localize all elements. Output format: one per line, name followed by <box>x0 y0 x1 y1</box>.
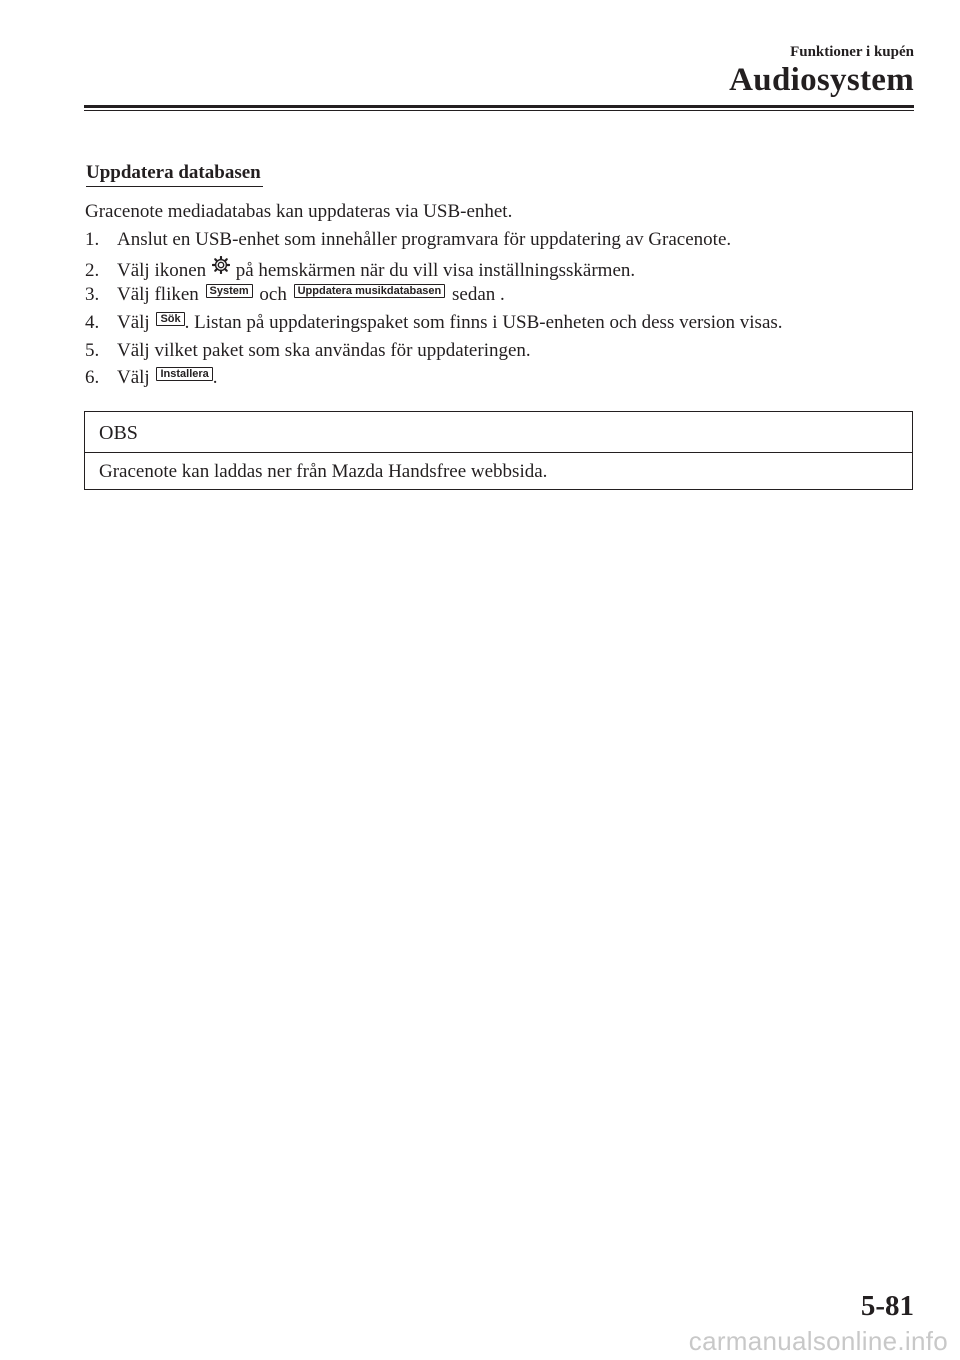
update-music-database-button: Uppdatera musikdatabasen <box>294 284 446 298</box>
step-number: 4. <box>85 312 100 333</box>
step-text: Anslut en USB-enhet som innehåller programvara för uppdatering av Gracenote. <box>117 229 732 250</box>
step-text-rest: . Listan på uppdateringspaket som finns i USB-enheten och dess version visas. <box>184 312 783 333</box>
section-heading: Uppdatera databasen <box>86 162 263 187</box>
step-text: Välj ikonen <box>117 260 207 281</box>
install-button: Installera <box>156 367 212 381</box>
intro-text: Gracenote mediadatabas kan uppdateras via USB-enhet. <box>85 201 513 222</box>
step-6 <box>85 367 218 389</box>
page-number: 5-81 <box>860 1290 914 1322</box>
header-rule-thin <box>84 110 914 111</box>
step-number: 5. <box>85 340 100 361</box>
step-text: Välj fliken <box>117 284 199 305</box>
note-title: OBS <box>99 422 138 444</box>
step-text: Välj vilket paket som ska användas för uppdateringen. <box>117 340 531 361</box>
step-text-mid: och <box>259 284 287 305</box>
step-number: 2. <box>85 260 100 281</box>
step-text: Välj <box>117 312 150 333</box>
step-1 <box>85 229 731 251</box>
note-box <box>84 411 913 490</box>
step-3 <box>85 284 505 306</box>
system-tab-button: System <box>206 284 253 298</box>
note-divider <box>85 452 912 453</box>
step-4 <box>85 312 783 334</box>
header-section-title: Funktioner i kupén <box>790 44 914 60</box>
step-number: 6. <box>85 367 100 388</box>
step-text: Välj <box>117 367 150 388</box>
step-text-rest: på hemskärmen när du vill visa inställningsskärmen. <box>235 260 636 281</box>
step-5 <box>85 340 531 362</box>
search-button: Sök <box>156 312 184 326</box>
note-text: Gracenote kan laddas ner från Mazda Handsfree webbsida. <box>99 461 548 482</box>
step-2 <box>85 256 635 282</box>
step-number: 3. <box>85 284 100 305</box>
step-number: 1. <box>85 229 100 250</box>
header-chapter-title: Audiosystem <box>729 62 914 98</box>
header-rule <box>84 105 914 108</box>
watermark-link[interactable]: carmanualsonline.info <box>688 1326 948 1356</box>
gear-icon <box>212 256 230 274</box>
step-text-rest: . <box>212 367 218 388</box>
step-text-rest: sedan . <box>452 284 505 305</box>
